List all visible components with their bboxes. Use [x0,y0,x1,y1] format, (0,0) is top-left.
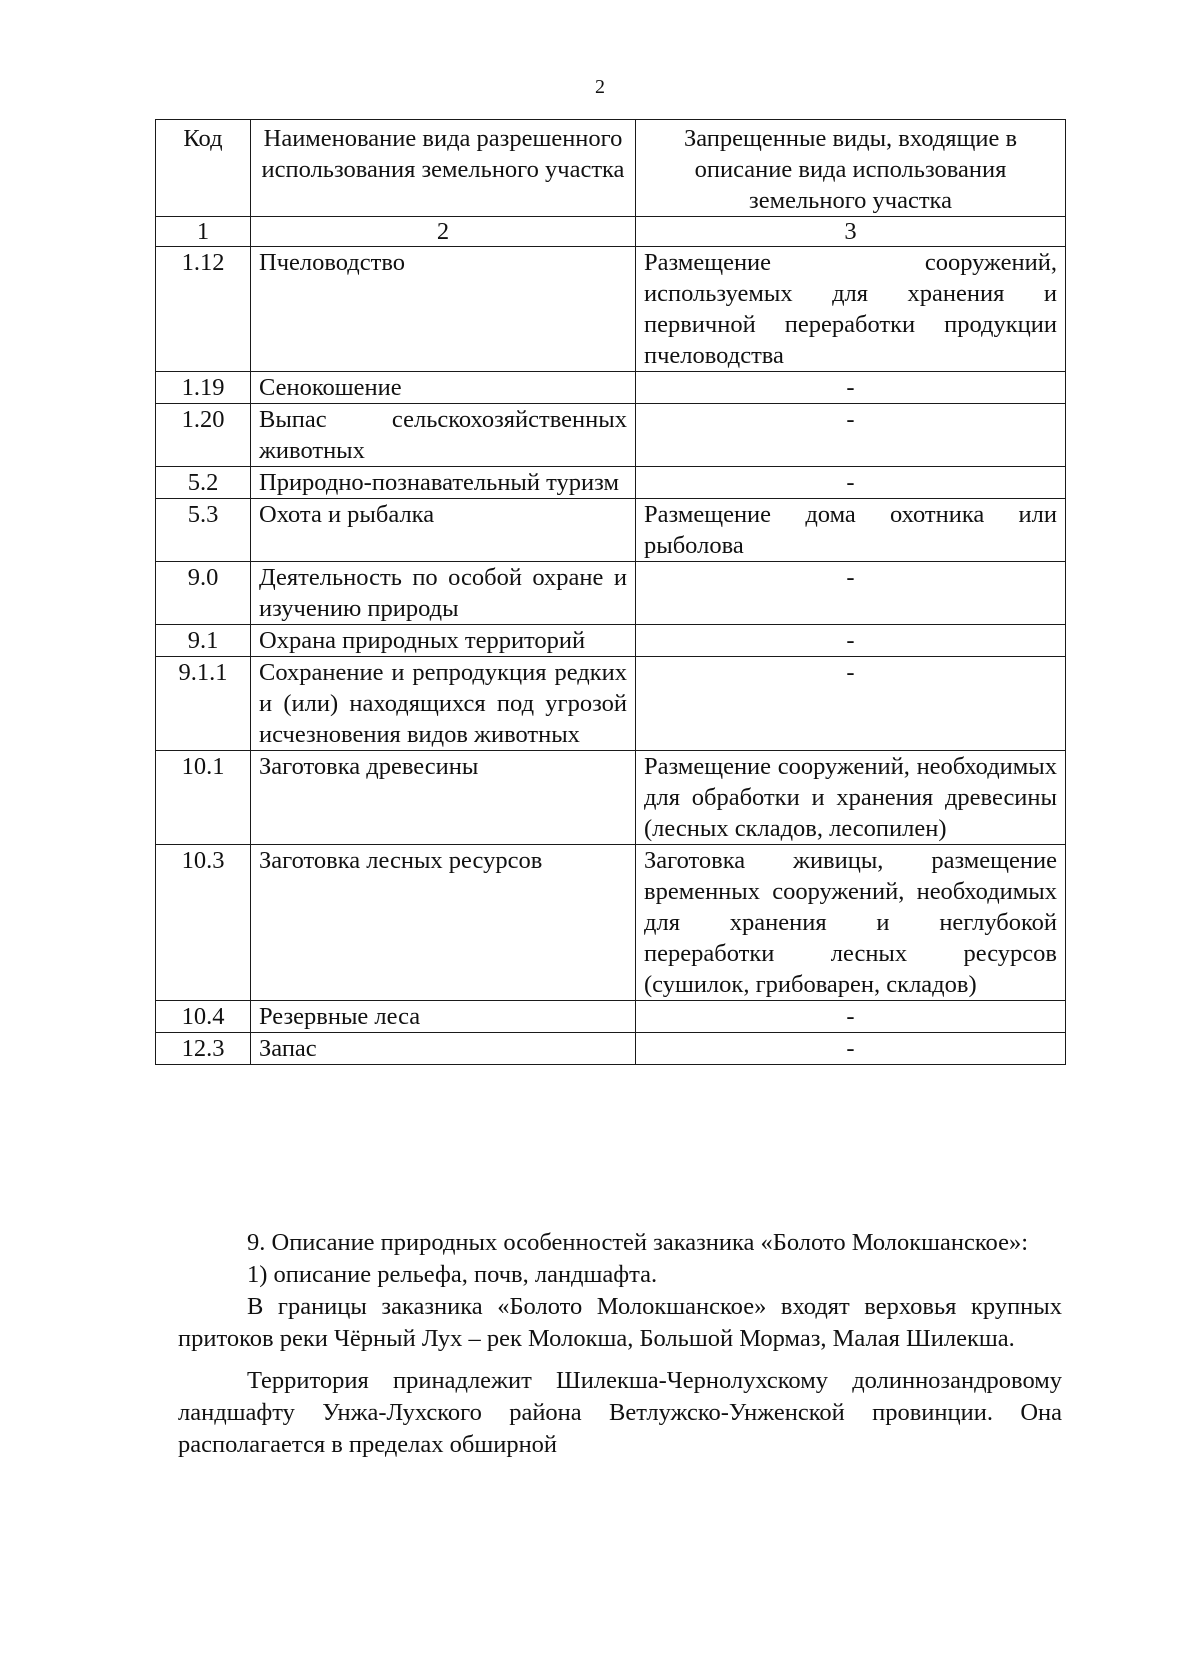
row-code: 10.1 [156,751,251,845]
row-forbidden: - [636,1001,1066,1033]
document-body [178,1227,1062,1461]
table-row [156,499,1066,562]
table-row [156,247,1066,372]
row-use-name: Запас [251,1033,636,1065]
row-forbidden: - [636,657,1066,751]
paragraph: В границы заказника «Болото Молокшанское» входят верховья крупных притоков реки Чёрный Лух – рек Молокша, Большой Мормаз, Малая Шилекша. [178,1293,1062,1352]
row-use-name: Заготовка древесины [251,751,636,845]
row-use-name: Выпас сельскохозяйственных животных [251,404,636,467]
row-code: 1.20 [156,404,251,467]
row-forbidden: - [636,625,1066,657]
column-number-row [156,217,1066,247]
paragraph: Территория принадлежит Шилекша-Чернолухскому долиннозандровому ландшафту Унжа-Лухского района Ветлужско-Унженской провинции. Она располагается в пределах обширной [178,1367,1062,1458]
row-code: 9.1.1 [156,657,251,751]
row-forbidden: - [636,467,1066,499]
row-forbidden: Размещение сооружений, используемых для хранения и первичной переработки продукции пчеловодства [636,247,1066,372]
column-number: 2 [251,217,636,247]
row-use-name: Сенокошение [251,372,636,404]
table-row [156,1033,1066,1065]
row-forbidden: Размещение сооружений, необходимых для обработки и хранения древесины (лесных складов, лесопилен) [636,751,1066,845]
table-body [156,217,1066,1065]
row-code: 5.3 [156,499,251,562]
land-use-table [155,119,1066,1065]
table-row [156,751,1066,845]
row-code: 9.1 [156,625,251,657]
subheading: 1) описание рельефа, почв, ландшафта. [247,1261,658,1288]
row-use-name: Охота и рыбалка [251,499,636,562]
row-forbidden: - [636,372,1066,404]
row-code: 1.12 [156,247,251,372]
table-row [156,657,1066,751]
row-code: 10.4 [156,1001,251,1033]
header-use-name: Наименование вида разрешенного использования земельного участка [251,120,636,217]
row-code: 10.3 [156,845,251,1001]
table-row [156,467,1066,499]
row-use-name: Заготовка лесных ресурсов [251,845,636,1001]
row-use-name: Охрана природных территорий [251,625,636,657]
table-header [156,120,1066,217]
row-code: 12.3 [156,1033,251,1065]
row-use-name: Деятельность по особой охране и изучению природы [251,562,636,625]
row-forbidden: Заготовка живицы, размещение временных сооружений, необходимых для хранения и неглубокой переработки лесных ресурсов (сушилок, грибоварен, складов) [636,845,1066,1001]
section-heading: 9. Описание природных особенностей заказника «Болото Молокшанское»: [247,1229,1029,1256]
row-use-name: Природно-познавательный туризм [251,467,636,499]
table-row [156,1001,1066,1033]
table-row [156,562,1066,625]
table-row [156,625,1066,657]
header-row [156,120,1066,217]
row-code: 9.0 [156,562,251,625]
row-code: 5.2 [156,467,251,499]
row-use-name: Сохранение и репродукция редких и (или) находящихся под угрозой исчезновения видов животных [251,657,636,751]
row-forbidden: Размещение дома охотника или рыболова [636,499,1066,562]
column-number: 3 [636,217,1066,247]
page-number: 2 [595,76,605,98]
row-use-name: Резервные леса [251,1001,636,1033]
row-use-name: Пчеловодство [251,247,636,372]
table-row [156,404,1066,467]
row-forbidden: - [636,562,1066,625]
header-code: Код [156,120,251,217]
row-forbidden: - [636,404,1066,467]
header-forbidden: Запрещенные виды, входящие в описание вида использования земельного участка [636,120,1066,217]
row-forbidden: - [636,1033,1066,1065]
table-row [156,845,1066,1001]
table-row [156,372,1066,404]
column-number: 1 [156,217,251,247]
row-code: 1.19 [156,372,251,404]
